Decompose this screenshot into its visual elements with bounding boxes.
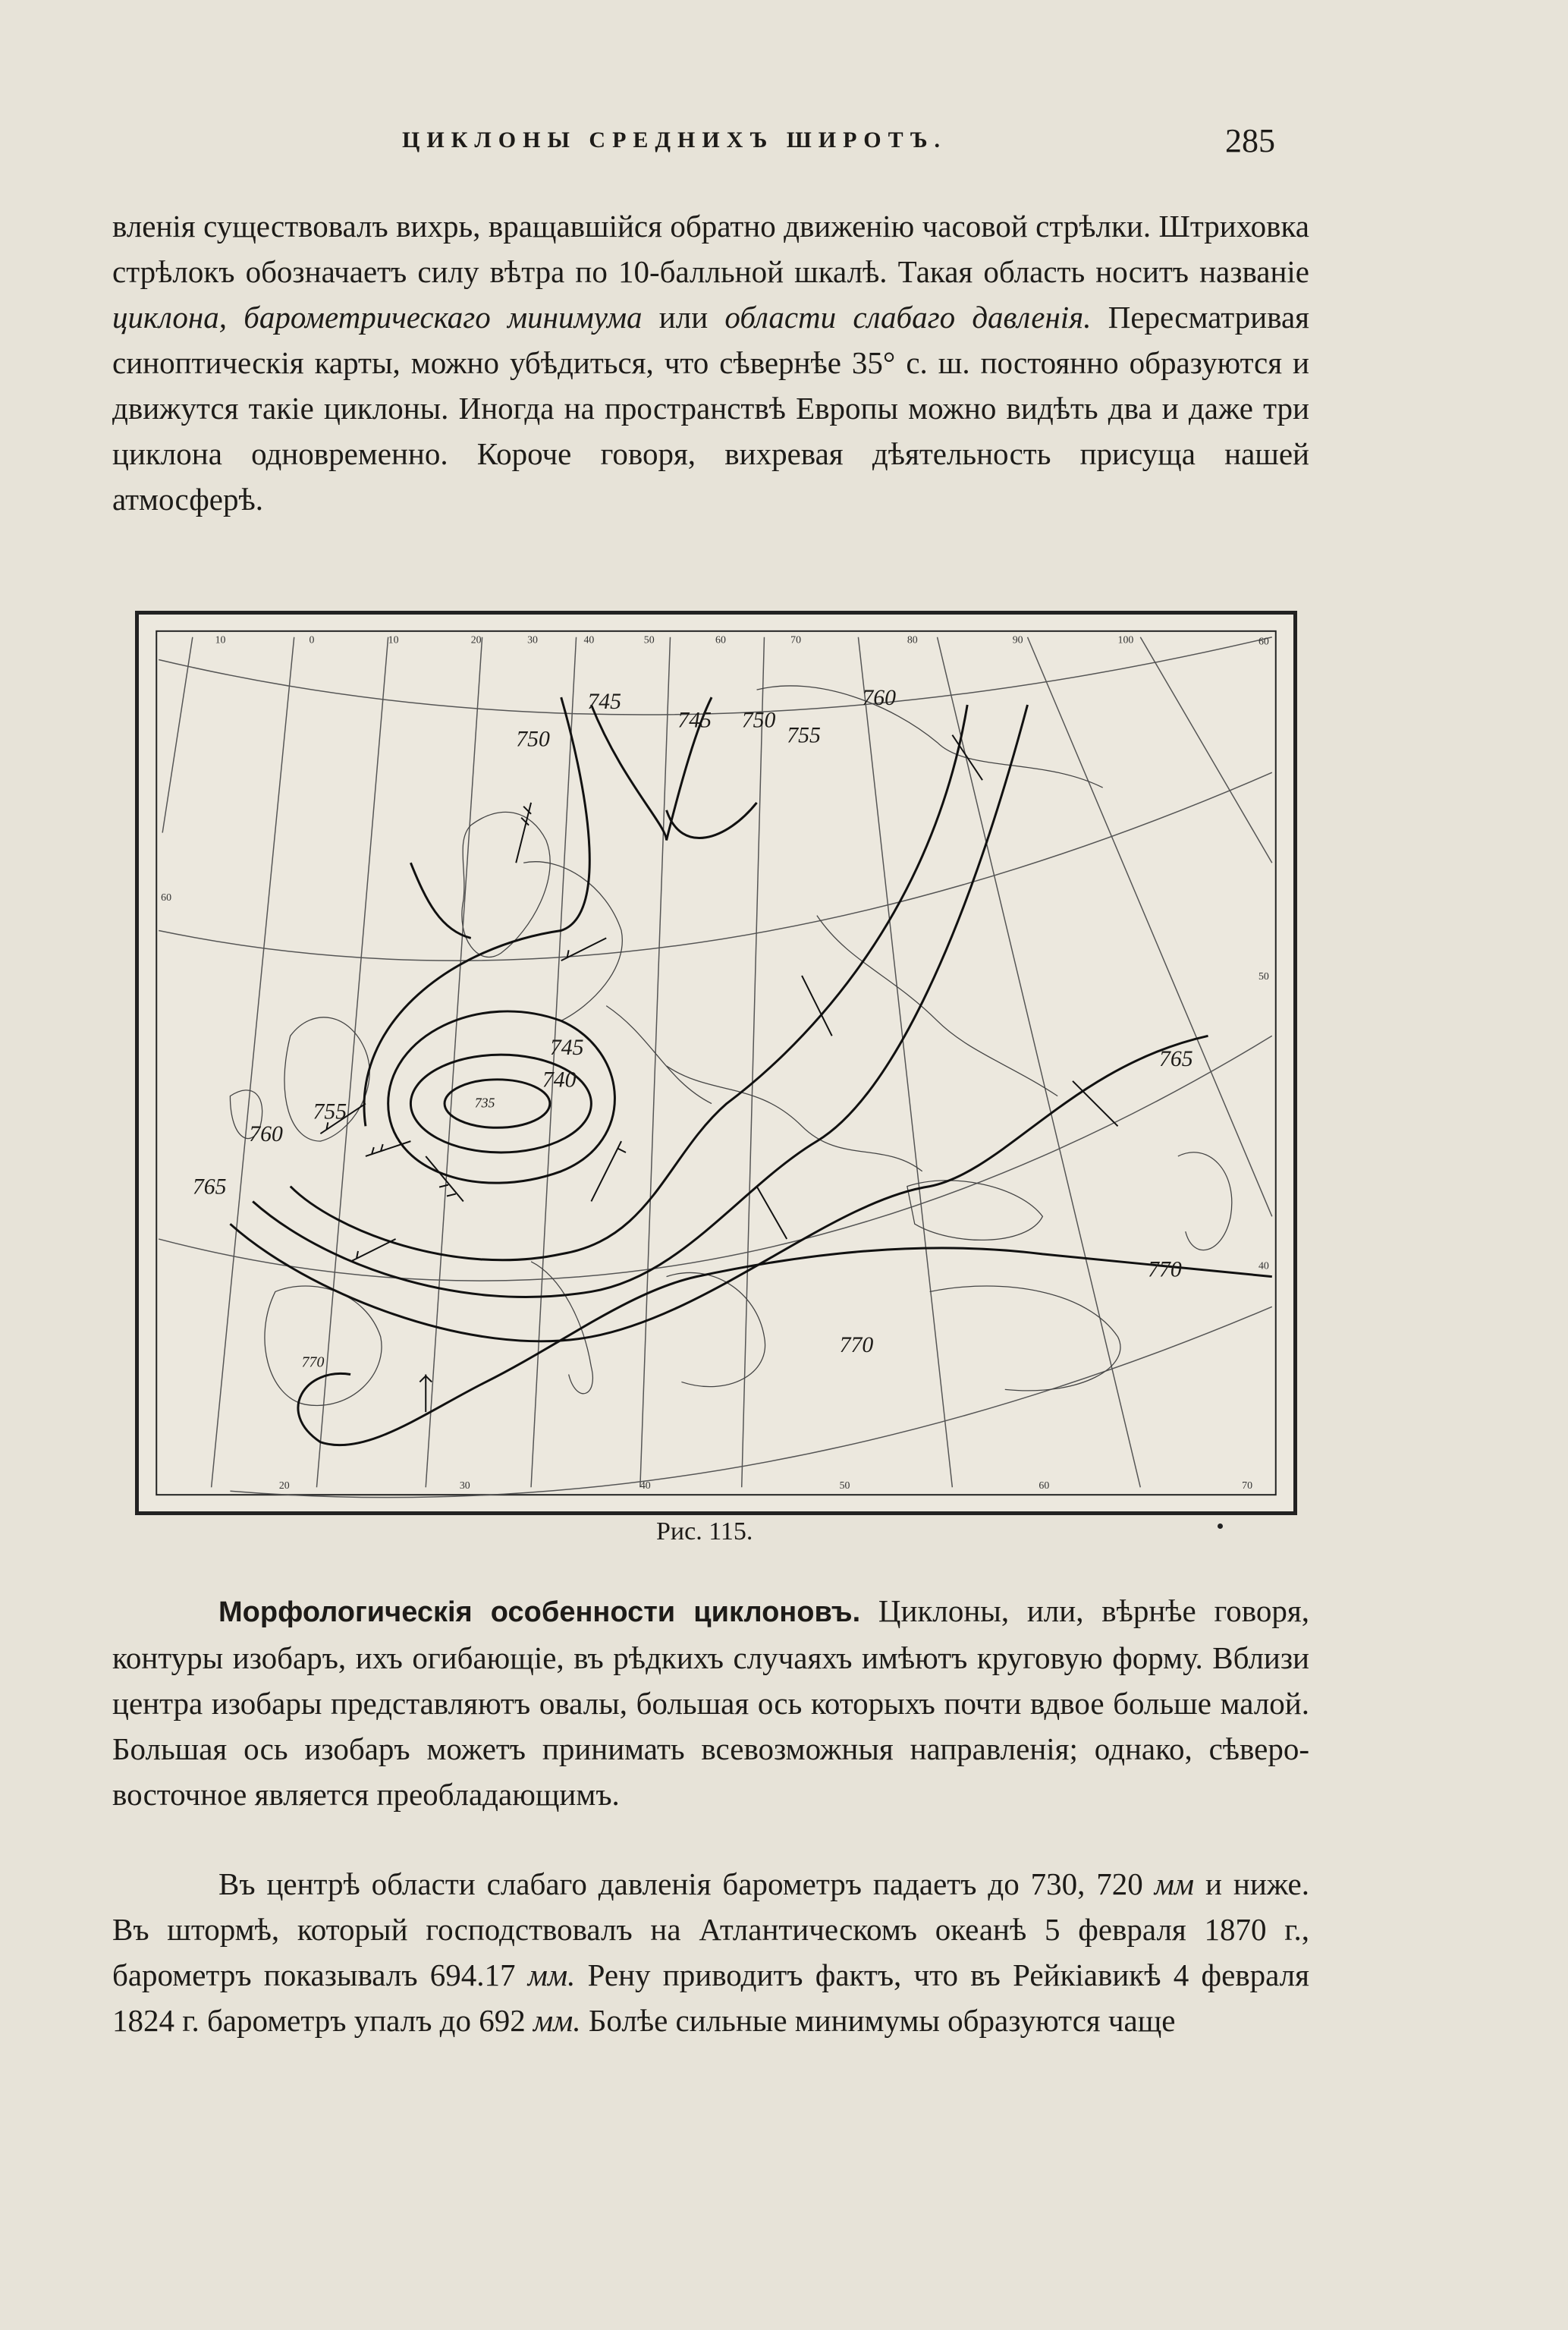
wind-arrow [591,1141,626,1201]
paragraph-1 [112,203,1309,522]
isobar-770 [298,1248,1272,1445]
para3-emphasis-b: мм. [527,1957,576,1992]
wind-arrow [350,1239,395,1262]
para1-emphasis-b: области слабаго давленія. [724,300,1092,335]
wind-arrow [561,938,606,961]
caspian-coast [1178,1152,1232,1250]
parallel-lines [159,634,1272,1498]
isobar-lines [230,697,1271,1445]
scale-bottom: 40 [639,1480,651,1492]
para2-text: Циклоны, или, вѣрнѣе говоря, контуры изобаръ, ихъ огибающіе, въ рѣдкихъ случаяхъ имѣютъ круговую форму. Вблизи центра изобары представляютъ овалы, большая ось которыхъ почти вдвое больше малой. Большая ось изобаръ можетъ принимать всевозможныя направленія; однако, сѣверо-восточное является преобладающимъ. [112,1593,1309,1812]
section-heading: Морфологическія особенности циклоновъ. [218,1596,861,1628]
para1-text-a: вленія существовалъ вихрь, вращавшійся обратно движенію часовой стрѣлки. Штриховка стрѣлокъ обозначаетъ силу вѣтра по 10-балльной шкалѣ. Такая область носитъ названіе [112,209,1309,289]
isobar-label: 760 [862,684,896,710]
isobar-label: 745 [677,707,712,733]
scale-top: 90 [1012,634,1023,646]
isobar-label: 770 [301,1354,325,1371]
meridian [742,637,765,1488]
scale-top: 80 [907,634,918,646]
isobar-label: 760 [249,1121,283,1147]
isobar-label: 765 [1159,1046,1193,1071]
scale-top: 10 [215,634,226,646]
scale-bottom: 60 [1039,1480,1050,1492]
isobar-label: 750 [516,726,550,752]
scale-top: 30 [527,634,538,646]
meridian [640,634,671,1488]
figure-caption: Рис. 115. [656,1517,753,1545]
meridian [938,634,1141,1488]
scale-top: 50 [643,634,655,646]
meridian [858,634,952,1488]
scale-top: 20 [470,634,482,646]
running-title: ЦИКЛОНЫ СРЕДНИХЪ ШИРОТЪ. [402,127,947,153]
scale-top: 0 [309,634,315,646]
isobar-label: 735 [474,1095,495,1111]
isobar-750-north [410,863,470,938]
isobar-map-figure [135,611,1297,1515]
isobar-label: 745 [587,688,622,714]
scale-top: 100 [1117,634,1134,646]
coastlines [230,686,1231,1406]
scale-bottom: 70 [1242,1480,1253,1492]
weather-map [139,615,1293,1511]
isobar-label: 755 [313,1099,347,1124]
meridian-lines [162,634,1272,1488]
isobar-label: 770 [839,1332,874,1357]
meridian [212,634,294,1488]
wind-arrows [320,735,1117,1412]
scale-top: 70 [790,634,802,646]
parallel [159,634,1272,715]
isobar-735 [445,1080,550,1127]
scale-bottom: 50 [839,1480,850,1492]
parallel [159,772,1272,961]
para1-text-c: Пересматривая синоптическія карты, можно убѣдиться, что сѣвернѣе 35° с. ш. постоянно образуются и движутся такіе циклоны. Иногда на пространствѣ Европы можно видѣть два и даже три циклона одновременно. Короче говоря, вихревая дѣятельность присуща нашей атмосферѣ. [112,300,1310,517]
isobar-label: 770 [1148,1256,1182,1282]
black-sea-coast [907,1181,1042,1240]
para3-text-a: Въ центрѣ области слабаго давленія барометръ падаетъ до 730, 720 [218,1866,1155,1901]
paragraph-3 [112,1861,1309,2043]
isobar-765 [230,1036,1208,1341]
printed-dot [1218,1523,1223,1529]
scale-left: 60 [161,891,172,904]
scale-bottom: 30 [459,1480,470,1492]
isobar-label: 740 [542,1067,577,1093]
page-number: 285 [1225,122,1275,159]
scale-right: 40 [1258,1260,1269,1272]
isobar-label: 765 [192,1174,227,1200]
para3-text-d: Болѣе сильные минимумы образуются чаще [580,2003,1176,2038]
isobar-745-north [667,803,757,838]
scale-top: 10 [388,634,399,646]
para3-emphasis-a: мм [1154,1866,1195,1901]
scale-top: 40 [583,634,595,646]
para3-text-b: и ниже. Въ штормѣ, который господствовалъ на Атлантическомъ океанѣ 5 февраля 1870 г., барометръ показывалъ 694.17 [112,1866,1309,1992]
para3-text-c: Рену приводитъ фактъ, что въ Рейкіавикѣ 4 февраля 1824 г. барометръ упалъ до 692 [112,1957,1309,2038]
balkan-coast [667,1272,765,1386]
baltic-coast [523,862,622,1021]
para1-emphasis-a: циклона, барометрическаго минимума [112,300,643,335]
scale-right: 50 [1258,970,1269,983]
river-line [817,916,1057,1096]
meridian [1028,634,1272,1217]
scale-right: 60 [1258,636,1269,648]
meridian [316,637,388,1488]
scale-bottom: 20 [278,1480,290,1492]
isobar-label: 745 [549,1035,584,1061]
isobar-755 [291,705,967,1260]
river-line [606,1006,712,1104]
isobar-750 [364,697,712,1126]
wind-arrow [516,803,531,863]
parallel [230,1306,1271,1497]
para1-text-b: или [642,300,725,335]
isobar-label: 755 [787,722,821,748]
meridian [1140,637,1272,863]
wind-arrow [757,1187,787,1239]
map-inner-frame [156,631,1276,1495]
parallel [159,1036,1272,1281]
para3-emphasis-c: мм. [533,2003,581,2038]
isobar-label: 750 [741,707,776,733]
wind-arrow [419,1375,432,1413]
paragraph-2 [112,1588,1309,1817]
wind-arrow [802,976,832,1036]
scale-top: 60 [715,634,726,646]
asia-minor-coast [930,1286,1120,1391]
meridian [531,637,576,1488]
wind-arrow [1073,1081,1117,1126]
